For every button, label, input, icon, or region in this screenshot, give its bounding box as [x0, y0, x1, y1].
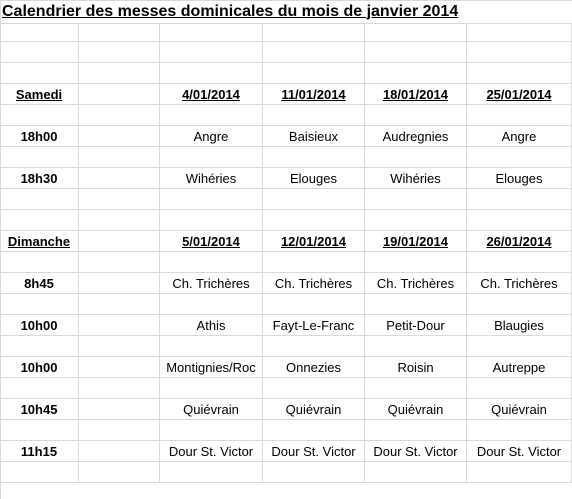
saturday-label[interactable]: Samedi	[0, 84, 79, 105]
empty-cell[interactable]	[263, 24, 365, 42]
empty-cell[interactable]	[263, 210, 365, 231]
time-label[interactable]: 8h45	[0, 273, 79, 294]
empty-cell[interactable]	[160, 294, 263, 315]
place-cell[interactable]: Montignies/Roc	[160, 357, 263, 378]
time-label[interactable]: 10h00	[0, 357, 79, 378]
empty-cell[interactable]	[263, 63, 365, 84]
place-cell[interactable]: Onnezies	[263, 357, 365, 378]
empty-cell[interactable]	[365, 378, 467, 399]
empty-cell[interactable]	[365, 42, 467, 63]
empty-cell[interactable]	[0, 42, 79, 63]
empty-cell[interactable]	[79, 126, 160, 147]
place-cell[interactable]: Athis	[160, 315, 263, 336]
time-label[interactable]: 18h00	[0, 126, 79, 147]
saturday-date[interactable]: 25/01/2014	[467, 84, 572, 105]
empty-cell[interactable]	[365, 63, 467, 84]
saturday-date[interactable]: 11/01/2014	[263, 84, 365, 105]
empty-cell[interactable]	[160, 420, 263, 441]
empty-cell[interactable]	[79, 147, 160, 168]
place-cell[interactable]: Ch. Trichères	[160, 273, 263, 294]
empty-cell[interactable]	[79, 336, 160, 357]
time-label[interactable]: 10h45	[0, 399, 79, 420]
empty-cell[interactable]	[160, 63, 263, 84]
empty-cell[interactable]	[263, 105, 365, 126]
empty-cell[interactable]	[79, 420, 160, 441]
time-label[interactable]: 11h15	[0, 441, 79, 462]
empty-cell[interactable]	[365, 147, 467, 168]
empty-cell[interactable]	[79, 273, 160, 294]
empty-cell[interactable]	[79, 42, 160, 63]
empty-cell[interactable]	[160, 336, 263, 357]
empty-cell[interactable]	[0, 462, 79, 483]
empty-cell[interactable]	[160, 210, 263, 231]
empty-cell[interactable]	[160, 378, 263, 399]
empty-cell[interactable]	[365, 294, 467, 315]
place-cell[interactable]: Fayt-Le-Franc	[263, 315, 365, 336]
empty-cell[interactable]	[160, 462, 263, 483]
empty-cell[interactable]	[263, 294, 365, 315]
empty-cell[interactable]	[263, 462, 365, 483]
empty-cell[interactable]	[160, 189, 263, 210]
empty-cell[interactable]	[365, 105, 467, 126]
place-cell[interactable]: Baisieux	[263, 126, 365, 147]
empty-cell[interactable]	[467, 105, 572, 126]
empty-cell[interactable]	[467, 252, 572, 273]
empty-cell[interactable]	[79, 294, 160, 315]
empty-cell[interactable]	[263, 189, 365, 210]
empty-cell[interactable]	[79, 189, 160, 210]
empty-cell[interactable]	[79, 399, 160, 420]
empty-cell[interactable]	[79, 441, 160, 462]
place-cell[interactable]: Ch. Trichères	[467, 273, 572, 294]
empty-cell[interactable]	[79, 378, 160, 399]
empty-cell[interactable]	[365, 189, 467, 210]
place-cell[interactable]: Quiévrain	[467, 399, 572, 420]
empty-cell[interactable]	[79, 84, 160, 105]
empty-cell[interactable]	[467, 462, 572, 483]
empty-cell[interactable]	[0, 210, 79, 231]
empty-cell[interactable]	[467, 24, 572, 42]
empty-cell[interactable]	[365, 252, 467, 273]
empty-cell[interactable]	[79, 63, 160, 84]
place-cell[interactable]: Angre	[467, 126, 572, 147]
place-cell[interactable]: Quiévrain	[365, 399, 467, 420]
sunday-date[interactable]: 5/01/2014	[160, 231, 263, 252]
empty-cell[interactable]	[160, 105, 263, 126]
sunday-label[interactable]: Dimanche	[0, 231, 79, 252]
empty-cell[interactable]	[0, 420, 79, 441]
empty-cell[interactable]	[79, 24, 160, 42]
place-cell[interactable]: Elouges	[467, 168, 572, 189]
time-label[interactable]: 10h00	[0, 315, 79, 336]
place-cell[interactable]: Dour St. Victor	[467, 441, 572, 462]
empty-cell[interactable]	[365, 420, 467, 441]
empty-cell[interactable]	[467, 189, 572, 210]
page-title[interactable]: Calendrier des messes dominicales du mois de janvier 2014	[0, 0, 572, 24]
place-cell[interactable]: Dour St. Victor	[263, 441, 365, 462]
empty-cell[interactable]	[160, 24, 263, 42]
empty-cell[interactable]	[79, 105, 160, 126]
place-cell[interactable]: Ch. Trichères	[263, 273, 365, 294]
empty-cell[interactable]	[79, 168, 160, 189]
empty-cell[interactable]	[365, 462, 467, 483]
place-cell[interactable]: Audregnies	[365, 126, 467, 147]
empty-cell[interactable]	[467, 378, 572, 399]
place-cell[interactable]: Elouges	[263, 168, 365, 189]
saturday-date[interactable]: 4/01/2014	[160, 84, 263, 105]
place-cell[interactable]: Quiévrain	[263, 399, 365, 420]
empty-cell[interactable]	[263, 42, 365, 63]
empty-cell[interactable]	[0, 147, 79, 168]
empty-cell[interactable]	[79, 357, 160, 378]
place-cell[interactable]: Blaugies	[467, 315, 572, 336]
place-cell[interactable]: Dour St. Victor	[160, 441, 263, 462]
empty-cell[interactable]	[79, 252, 160, 273]
sunday-date[interactable]: 12/01/2014	[263, 231, 365, 252]
empty-cell[interactable]	[365, 24, 467, 42]
place-cell[interactable]: Angre	[160, 126, 263, 147]
empty-cell[interactable]	[467, 63, 572, 84]
empty-cell[interactable]	[0, 294, 79, 315]
empty-cell[interactable]	[263, 252, 365, 273]
empty-cell[interactable]	[263, 420, 365, 441]
empty-cell[interactable]	[0, 189, 79, 210]
empty-cell[interactable]	[365, 336, 467, 357]
empty-cell[interactable]	[79, 315, 160, 336]
empty-cell[interactable]	[79, 231, 160, 252]
place-cell[interactable]: Wihéries	[160, 168, 263, 189]
empty-cell[interactable]	[467, 294, 572, 315]
place-cell[interactable]: Wihéries	[365, 168, 467, 189]
empty-cell[interactable]	[467, 336, 572, 357]
empty-cell[interactable]	[467, 42, 572, 63]
sunday-date[interactable]: 19/01/2014	[365, 231, 467, 252]
saturday-date[interactable]: 18/01/2014	[365, 84, 467, 105]
empty-cell[interactable]	[467, 147, 572, 168]
empty-cell[interactable]	[79, 210, 160, 231]
empty-cell[interactable]	[263, 378, 365, 399]
time-label[interactable]: 18h30	[0, 168, 79, 189]
empty-cell[interactable]	[263, 147, 365, 168]
empty-cell[interactable]	[160, 42, 263, 63]
empty-cell[interactable]	[79, 462, 160, 483]
place-cell[interactable]: Ch. Trichères	[365, 273, 467, 294]
place-cell[interactable]: Petit-Dour	[365, 315, 467, 336]
empty-cell[interactable]	[467, 420, 572, 441]
place-cell[interactable]: Roisin	[365, 357, 467, 378]
empty-cell[interactable]	[0, 336, 79, 357]
empty-cell[interactable]	[467, 210, 572, 231]
empty-cell[interactable]	[0, 24, 79, 42]
place-cell[interactable]: Quiévrain	[160, 399, 263, 420]
empty-cell[interactable]	[0, 378, 79, 399]
empty-cell[interactable]	[0, 105, 79, 126]
place-cell[interactable]: Dour St. Victor	[365, 441, 467, 462]
place-cell[interactable]: Autreppe	[467, 357, 572, 378]
empty-cell[interactable]	[160, 147, 263, 168]
sunday-date[interactable]: 26/01/2014	[467, 231, 572, 252]
empty-cell[interactable]	[365, 210, 467, 231]
empty-cell[interactable]	[263, 336, 365, 357]
empty-cell[interactable]	[0, 63, 79, 84]
empty-cell[interactable]	[160, 252, 263, 273]
empty-cell[interactable]	[0, 252, 79, 273]
